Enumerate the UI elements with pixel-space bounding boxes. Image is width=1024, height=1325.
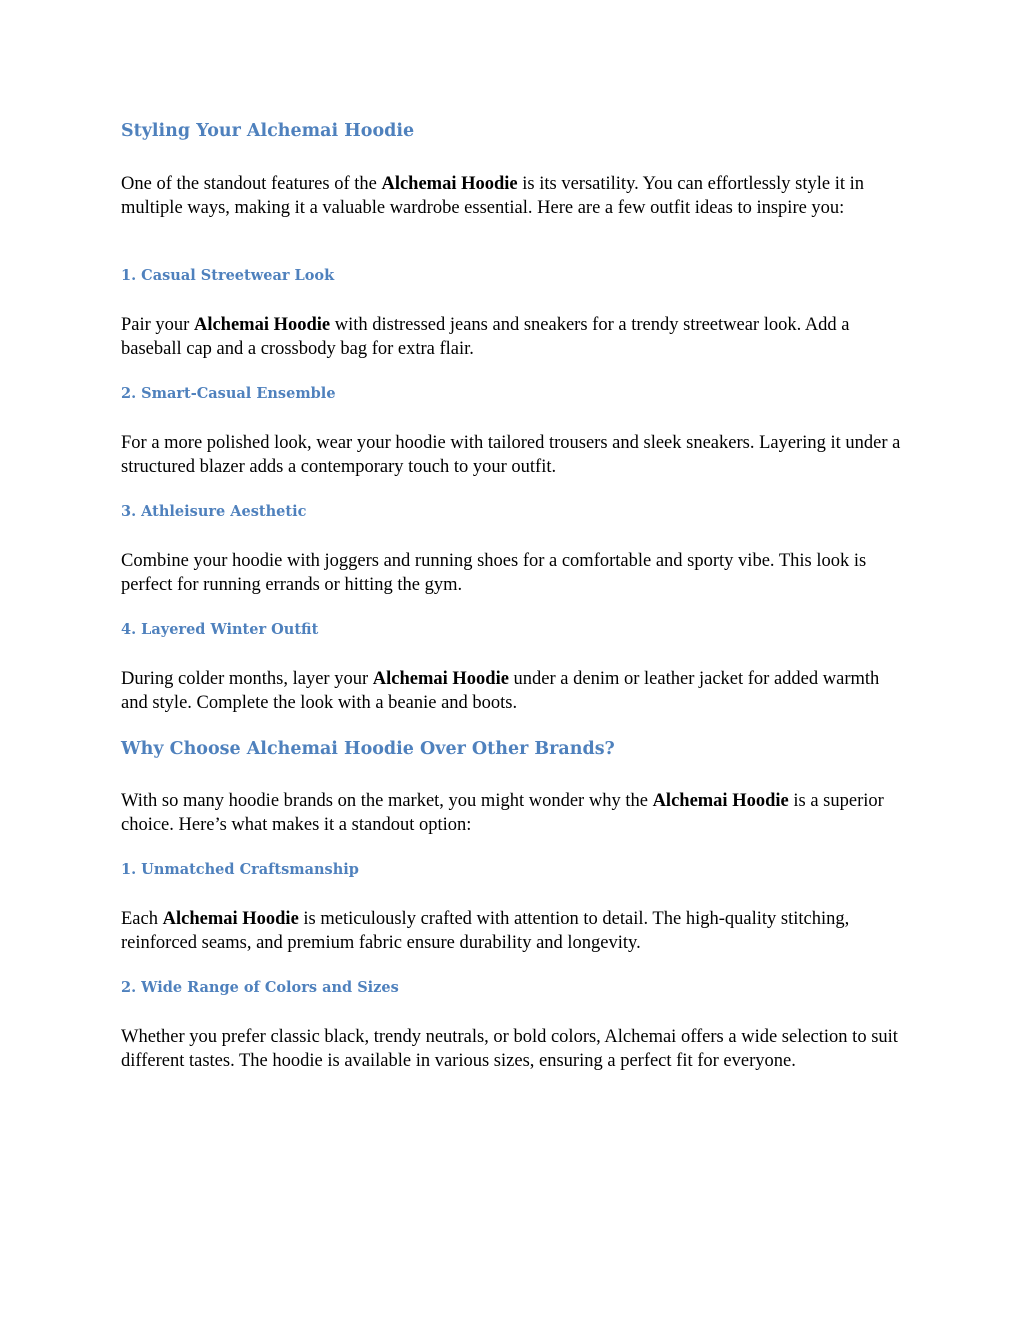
subheading-craftsmanship: 1. Unmatched Craftsmanship <box>121 861 359 878</box>
paragraph-layered-winter: During colder months, layer your Alchemai Hoodie under a denim or leather jacket for added warmth and style. Complete the look with a beanie and boots. <box>121 669 880 713</box>
subheading-casual-streetwear: 1. Casual Streetwear Look <box>121 267 335 284</box>
bold-brand-name: Alchemai Hoodie <box>193 315 331 335</box>
paragraph-casual-streetwear: Pair your Alchemai Hoodie with distressed jeans and sneakers for a trendy streetwear look. Add a baseball cap and a crossbody bag for extra flair. <box>121 315 850 359</box>
paragraph-styling-intro: One of the standout features of the Alchemai Hoodie is its versatility. You can effortlessly style it in multiple ways, making it a valuable wardrobe essential. Here are a few outfit ideas to inspire you: <box>121 174 864 218</box>
bold-brand-name: Alchemai Hoodie <box>652 791 789 811</box>
subheading-smart-casual: 2. Smart-Casual Ensemble <box>121 385 336 402</box>
bold-brand-name: Alchemai Hoodie <box>372 669 509 689</box>
paragraph-why-choose-intro: With so many hoodie brands on the market, you might wonder why the Alchemai Hoodie is a superior choice. Here’s what makes it a standout option: <box>121 791 884 835</box>
subheading-athleisure: 3. Athleisure Aesthetic <box>121 503 307 520</box>
bold-brand-name: Alchemai Hoodie <box>162 909 299 929</box>
section-heading-why-choose: Why Choose Alchemai Hoodie Over Other Brands? <box>121 739 615 759</box>
paragraph-colors-sizes: Whether you prefer classic black, trendy neutrals, or bold colors, Alchemai offers a wide selection to suit different tastes. The hoodie is available in various sizes, ensuring a perfect fit for everyone. <box>121 1027 898 1071</box>
subheading-layered-winter: 4. Layered Winter Outfit <box>121 621 319 638</box>
section-heading-styling: Styling Your Alchemai Hoodie <box>121 121 415 141</box>
bold-brand-name: Alchemai Hoodie <box>381 174 518 194</box>
paragraph-craftsmanship: Each Alchemai Hoodie is meticulously crafted with attention to detail. The high-quality stitching, reinforced seams, and premium fabric ensure durability and longevity. <box>121 909 850 953</box>
paragraph-smart-casual: For a more polished look, wear your hoodie with tailored trousers and sleek sneakers. Layering it under a structured blazer adds a contemporary touch to your outfit. <box>121 433 901 477</box>
paragraph-athleisure: Combine your hoodie with joggers and running shoes for a comfortable and sporty vibe. This look is perfect for running errands or hitting the gym. <box>121 551 867 595</box>
subheading-colors-sizes: 2. Wide Range of Colors and Sizes <box>121 979 399 996</box>
